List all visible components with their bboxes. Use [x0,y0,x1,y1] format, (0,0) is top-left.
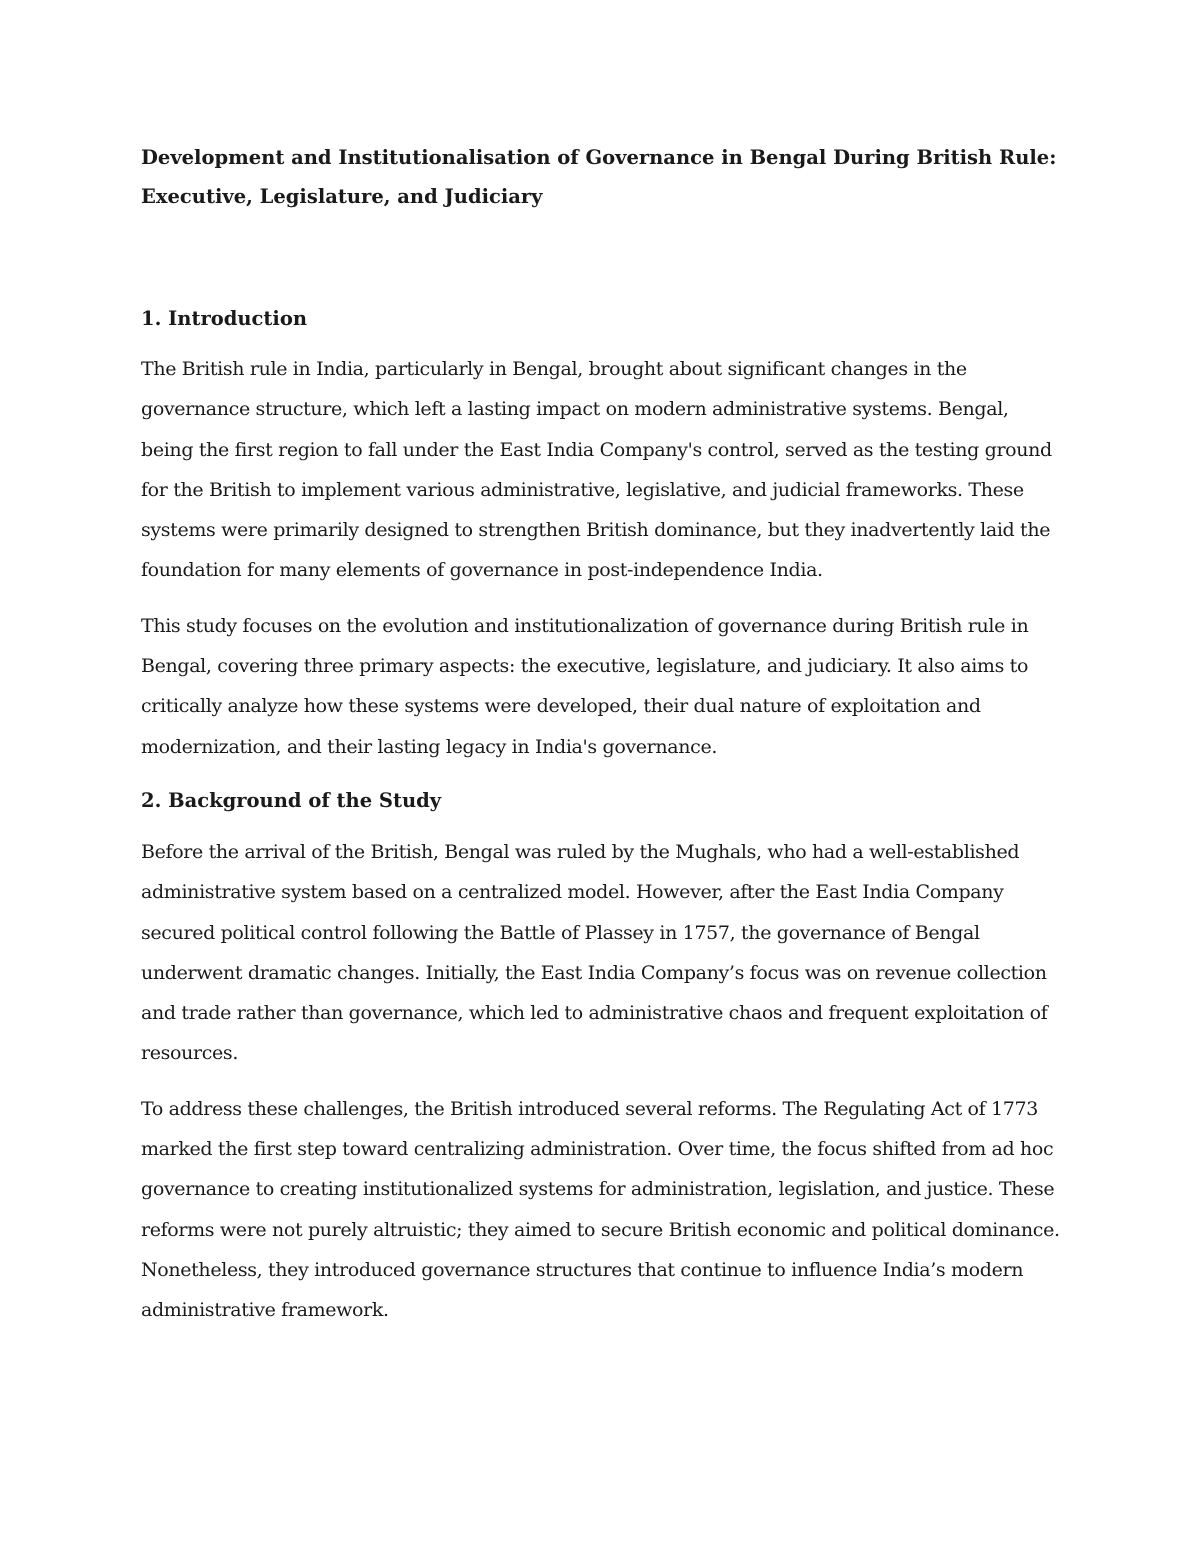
section-heading-background: 2. Background of the Study [141,788,442,812]
paragraph: The British rule in India, particularly in Bengal, brought about significant changes in the governance structure, which left a lasting impact on modern administrative systems. Bengal, being the first region to fall under the East India Company's control, served as the testing ground for the British to implement various administrative, legislative, and judicial frameworks. These systems were primarily designed to strengthen British dominance, but they inadvertently laid the foundation for many elements of governance in post-independence India. [141,358,1052,582]
document-page [141,138,1066,1331]
paragraph: To address these challenges, the British introduced several reforms. The Regulating Act of 1773 marked the first step toward centralizing administration. Over time, the focus shifted from ad hoc governance to creating institutionalized systems for administration, legislation, and justice. These reforms were not purely altruistic; they aimed to secure British economic and political dominance. Nonetheless, they introduced governance structures that continue to influence India’s modern administrative framework. [141,1097,1060,1322]
document-title: Development and Institutionalisation of Governance in Bengal During British Rule: Executive, Legislature, and Judiciary [141,146,1057,208]
section-heading-introduction: 1. Introduction [141,307,308,330]
paragraph: This study focuses on the evolution and institutionalization of governance during British rule in Bengal, covering three primary aspects: the executive, legislature, and judiciary. It also aims to critically analyze how these systems were developed, their dual nature of exploitation and modernization, and their lasting legacy in India's governance. [141,614,1029,758]
paragraph: Before the arrival of the British, Bengal was ruled by the Mughals, who had a well-established administrative system based on a centralized model. However, after the East India Company secured political control following the Battle of Plassey in 1757, the governance of Bengal underwent dramatic changes. Initially, the East India Company’s focus was on revenue collection and trade rather than governance, which led to administrative chaos and frequent exploitation of resources. [141,840,1048,1065]
